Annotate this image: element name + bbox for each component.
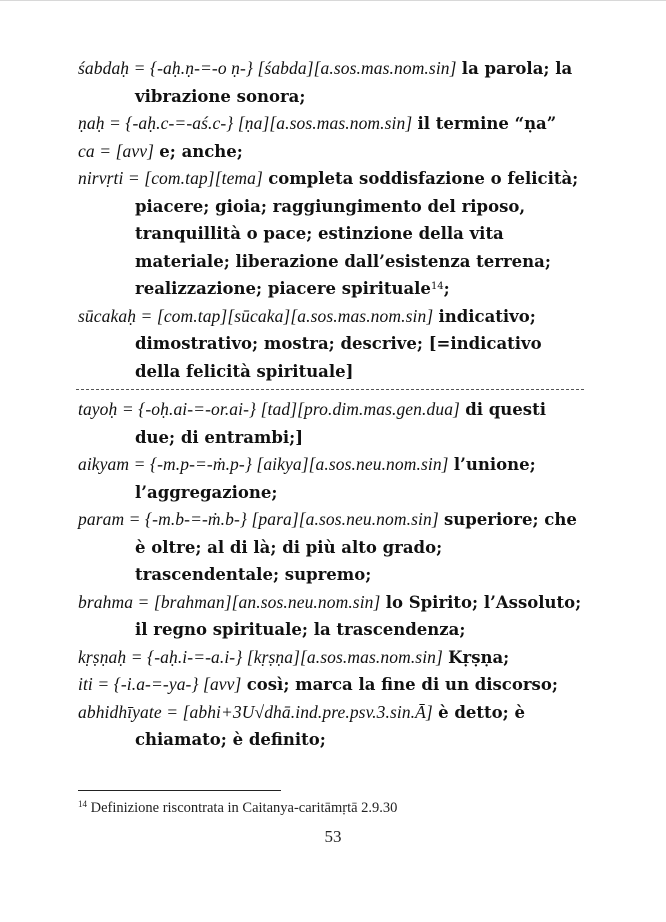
glossary-entry [78, 506, 590, 589]
entry-term: sūcakaḥ = [com.tap][sūcaka][a.sos.mas.nom.sin] [78, 305, 434, 326]
entry-term: śabdaḥ = {-aḥ.ṇ-=-o ṇ-} [śabda][a.sos.mas.nom.sin] [78, 58, 457, 78]
entry-gloss: il termine “ṇa” [417, 114, 557, 133]
footnote [78, 800, 397, 817]
entry-gloss: Kṛṣṇa; [448, 647, 510, 667]
entry-gloss: di questi due; di entrambi;] [135, 400, 546, 447]
glossary-group-top [78, 55, 590, 385]
glossary-entries [78, 55, 590, 754]
entry-term: nirvṛti = [com.tap][tema] [78, 168, 263, 188]
entry-gloss: l’unione; l’aggregazione; [135, 455, 536, 502]
glossary-entry [78, 589, 590, 644]
entry-gloss: completa soddisfazione o felicità; piacere; gioia; raggiungimento del riposo, tranquillità o pace; estinzione della vita materiale; liberazione dall’esistenza terrena; realizzazione; piacere spirituale [135, 169, 579, 298]
glossary-entry [78, 110, 590, 138]
entry-term: iti = {-i.a-=-ya-} [avv] [78, 674, 242, 694]
footnote-rule [78, 790, 281, 791]
entry-gloss: la parola; la vibrazione sonora; [135, 59, 573, 106]
entry-gloss: è detto; è chiamato; è definito; [135, 702, 525, 749]
entry-gloss-tail: ; [443, 279, 450, 298]
footnote-reference: 14 [430, 281, 444, 292]
glossary-entry [78, 671, 590, 699]
glossary-entry [78, 451, 590, 506]
entry-term: ca = [avv] [78, 140, 154, 161]
glossary-entry [78, 303, 590, 386]
glossary-entry [78, 55, 590, 110]
entry-gloss: superiore; che è oltre; al di là; di più alto grado; trascendentale; supremo; [135, 510, 577, 584]
entry-term: kṛṣṇaḥ = {-aḥ.i-=-a.i-} [kṛṣṇa][a.sos.mas.nom.sin] [78, 646, 443, 667]
entry-term: param = {-m.b-=-ṁ.b-} [para][a.sos.neu.nom.sin] [78, 509, 439, 529]
footnote-text: Definizione riscontrata in Caitanya-caritāmṛtā 2.9.30 [90, 800, 398, 816]
glossary-entry [78, 396, 590, 451]
entry-term: brahma = [brahman][an.sos.neu.nom.sin] [78, 591, 381, 612]
entry-gloss: lo Spirito; l’Assoluto; il regno spirituale; la trascendenza; [135, 592, 582, 639]
glossary-group-bottom [78, 396, 590, 754]
glossary-entry [78, 699, 590, 754]
entry-gloss: e; anche; [159, 141, 243, 161]
entry-gloss: indicativo; dimostrativo; mostra; descrive; [=indicativo della felicità spirituale] [135, 306, 542, 381]
entry-term: tayoḥ = {-oḥ.ai-=-or.ai-} [tad][pro.dim.mas.gen.dua] [78, 399, 460, 419]
page-number: 53 [324, 827, 342, 846]
glossary-entry [78, 138, 590, 166]
entry-term: abhidhīyate = [abhi+3U√dhā.ind.pre.psv.3.sin.Ā] [78, 701, 433, 722]
glossary-entry [78, 644, 590, 672]
entry-gloss: così; marca la fine di un discorso; [246, 675, 558, 694]
entry-term: ṇaḥ = {-aḥ.c-=-aś.c-} [ṇa][a.sos.mas.nom.sin] [78, 113, 413, 133]
entry-term: aikyam = {-m.p-=-ṁ.p-} [aikya][a.sos.neu.nom.sin] [78, 454, 449, 474]
dashed-separator [76, 389, 584, 390]
footnote-marker: 14 [78, 799, 87, 809]
glossary-entry [78, 165, 590, 303]
